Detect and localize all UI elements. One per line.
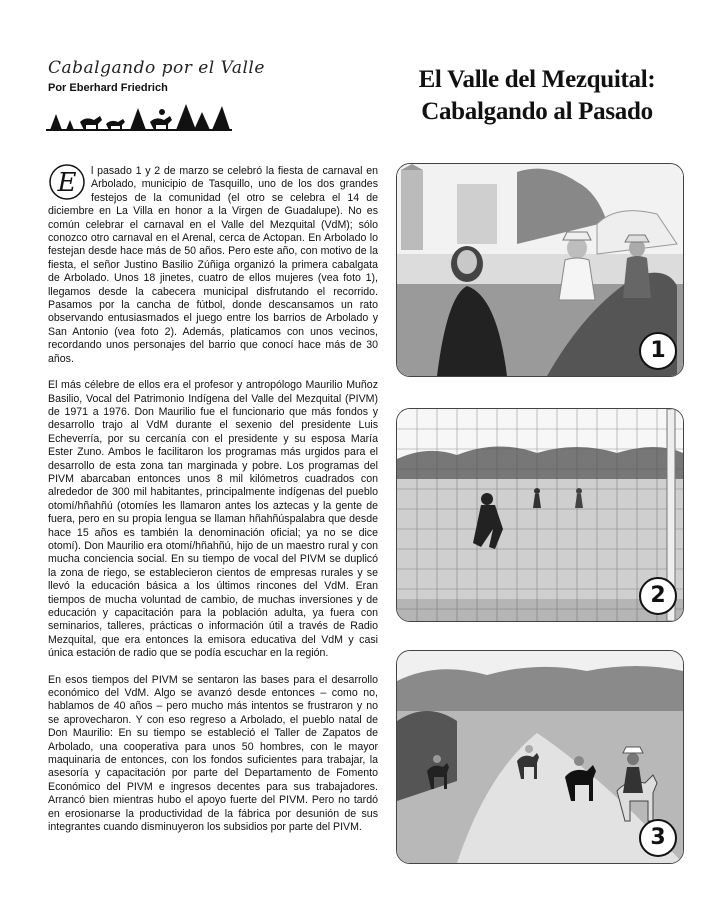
dropcap-letter: [48, 163, 86, 201]
headline-line-2: Cabalgando al Pasado: [421, 98, 653, 125]
article-paragraph-3: En esos tiempos del PIVM se sentaron las bases para el desarrollo económico del VdM. Algo se avanzó desde entonces – como no, hablamos de 40 años – pero mucho más intentos se frustraron y no se aprovecharon. Y con eso regreso a Arbolado, el pueblo natal de Don Maurilio: En su tiempo se estableció el Taller de Zapatos de Arbolado, una cooperativa para unos 50 hombres, con le mayor maquinaria de entonces, con los fondos suficientes para trabajar, la asesoría y capacitación por parte del Departamento de Fomento Económico del PIVM e ingresos decentes para sus trabajadores. Arrancó bien mientras hubo el apoyo fuerte del PIVM. Pero no tardó en erosionarse la productividad de la fábrica por desunión de sus integrantes cuando disminuyeron los subsidios por parte del PIVM.: [48, 673, 378, 834]
article-paragraph-1-text: l pasado 1 y 2 de marzo se celebró la fiesta de carnaval en Arbolado, municipio de Tasquillo, uno de los dos grandes festejos de la comunidad (el otro se celebra el 14 de diciembre en La Villa en honor a la Virgen de Guadalupe). No es común celebrar el carnaval en el Valle del Mezquital (VdM); sólo conozco otro carnaval en el Arenal, cerca de Actopan. En Arbolado lo festejan desde hace más de 50 años. Pero este año, con motivo de la fiesta, el señor Justino Basilio Zúñiga organizó la primera cabalgata de Arbolado. Unos 18 jinetes, cuatro de ellos mujeres (vea foto 1), llegamos desde la cabecera municipal disfrutando el recorrido. Pasamos por la cancha de fútbol, donde descansamos un rato observando entusiasmados el juego entre los barrios de Arbolado y San Antonio (vea foto 2). Además, platicamos con unos vecinos, recordando unos personajes del barrio que conocí hace más de 30 años.: [48, 165, 378, 365]
headline-line-1: El Valle del Mezquital:: [418, 66, 656, 93]
photo-1-number-badge: 1: [639, 332, 677, 370]
photo-3-trail: [396, 650, 684, 864]
photo-1-riders: [396, 163, 684, 377]
dropcap-glyph: E: [57, 168, 77, 198]
article-paragraph-2: El más célebre de ellos era el profesor y antropólogo Maurilio Muñoz Basilio, Vocal del Patrimonio Indígena del Valle del Mezquital (PIVM) de 1971 a 1976. Don Maurilio fue el funcionario que más fondos y desarrollo trajo al VdM durante el sexenio del presidente Luis Echeverría, por su cercanía con el presidente y su esposa María Ester Zuno. Ambos le facilitaron los programas más urgidos para el desarrollo de esta zona tan marginada y pobre. Los programas del PIVM abarcaban entonces unos 8 mil kilómetros cuadrados con alrededor de 300 mil habitantes, principalmente indígenas del pueblo otomí/hñahñú (otomíes les llamaron antes los aztecas y la gente de fuera, pero en su propia lengua se llaman hñahñúspalabra que desde hace 15 años es también la denominación oficial; ya no se dice otomí). Don Maurilio era otomí/hñahñú, hijo de un maestro rural y con mucha conciencia social. En su tiempo de vocal del PIVM se duplicó la zona de riego, se establecieron cientos de empresas rurales y se llevó la educación básica a los últimos rincones del VdM. Eran tiempos de mucha voluntad de cambio, de muchas inversiones y de educación y capacitación para la población adulta, ya fuera con seminarios, talleres, prácticas o información útil a través de Radio Mezquital, que era entonces la emisora educativa del VdM y casi única estación de radio que se podía escuchar en la región.: [48, 379, 378, 660]
article-paragraph-1: [48, 165, 378, 366]
photo-3-number-badge: 3: [639, 819, 677, 857]
photo-2-football: [396, 408, 684, 622]
article-body: [48, 165, 378, 848]
photo-2-number-badge: 2: [639, 577, 677, 615]
byline: Por Eberhard Friedrich: [48, 82, 168, 94]
headline: [372, 64, 702, 128]
riders-banner-illustration: [46, 100, 232, 134]
column-title: Cabalgando por el Valle: [48, 58, 265, 78]
